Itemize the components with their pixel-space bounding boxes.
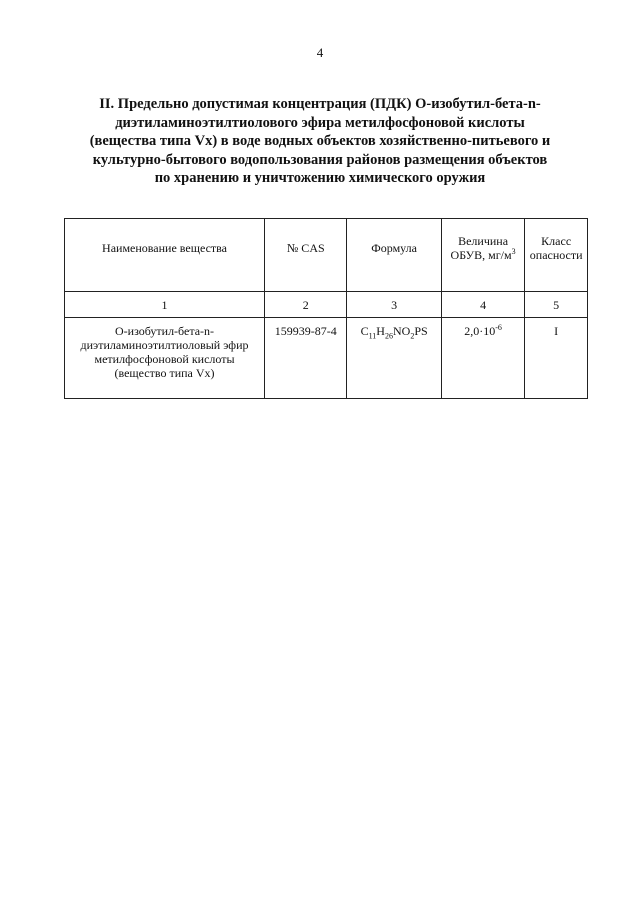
section-heading: [60, 95, 580, 188]
cell-formula: [347, 318, 441, 399]
table-row: [65, 318, 588, 399]
cell-hazard-class: I: [525, 318, 588, 399]
formula-element: NO: [392, 324, 411, 338]
formula-element: C: [360, 324, 369, 338]
header-cas-number: № CAS: [265, 219, 347, 292]
column-number: 2: [265, 292, 347, 318]
header-limit-unit: ОБУВ, мг/м: [450, 248, 512, 262]
formula-subscript: 11: [368, 331, 377, 341]
header-limit-line2: [445, 248, 522, 262]
heading-line: диэтиламиноэтилтиолового эфира метилфосфоновой кислоты: [115, 114, 525, 131]
column-number: 5: [525, 292, 588, 318]
header-class-line1: Класс: [541, 234, 572, 248]
heading-line: по хранению и уничтожению химического оружия: [154, 170, 486, 186]
formula-element: PS: [414, 324, 428, 338]
cell-cas-number: 159939-87-4: [265, 318, 347, 399]
header-substance-name: Наименование вещества: [65, 219, 265, 292]
cell-limit-value: [441, 318, 525, 399]
formula-subscript: 26: [384, 331, 393, 341]
substance-name-line: (вещество типа Vx): [114, 366, 215, 380]
column-number-row: [65, 292, 588, 318]
page-number: 4: [316, 45, 324, 60]
heading-line: (вещества типа Vx) в воде водных объектов хозяйственно-питьевого и: [89, 133, 551, 149]
table-header-row: [65, 219, 588, 292]
formula-element: H: [376, 324, 385, 338]
limit-exponent: -6: [495, 323, 502, 332]
pdk-table: [64, 218, 588, 399]
header-hazard-class: [525, 219, 588, 292]
heading-line: культурно-бытового водопользования районов размещения объектов: [92, 151, 548, 168]
cell-substance-name: [65, 318, 265, 399]
heading-line: II. Предельно допустимая концентрация (ПДК) О-изобутил-бета-n-: [99, 96, 541, 112]
header-limit-unit-exponent: 3: [511, 247, 516, 256]
column-number: 3: [347, 292, 441, 318]
header-limit-value: [441, 219, 525, 292]
substance-name-line: диэтиламиноэтилтиоловый эфир: [80, 338, 249, 352]
substance-name-line: О-изобутил-бета-n-: [115, 324, 215, 338]
column-number: 1: [65, 292, 265, 318]
substance-name-line: метилфосфоновой кислоты: [94, 352, 235, 366]
formula-subscript: 2: [410, 331, 415, 341]
header-limit-line1: Величина: [458, 234, 509, 248]
header-formula: Формула: [347, 219, 441, 292]
column-number: 4: [441, 292, 525, 318]
limit-base: 2,0·10: [464, 324, 496, 338]
header-class-line2: опасности: [529, 248, 583, 262]
